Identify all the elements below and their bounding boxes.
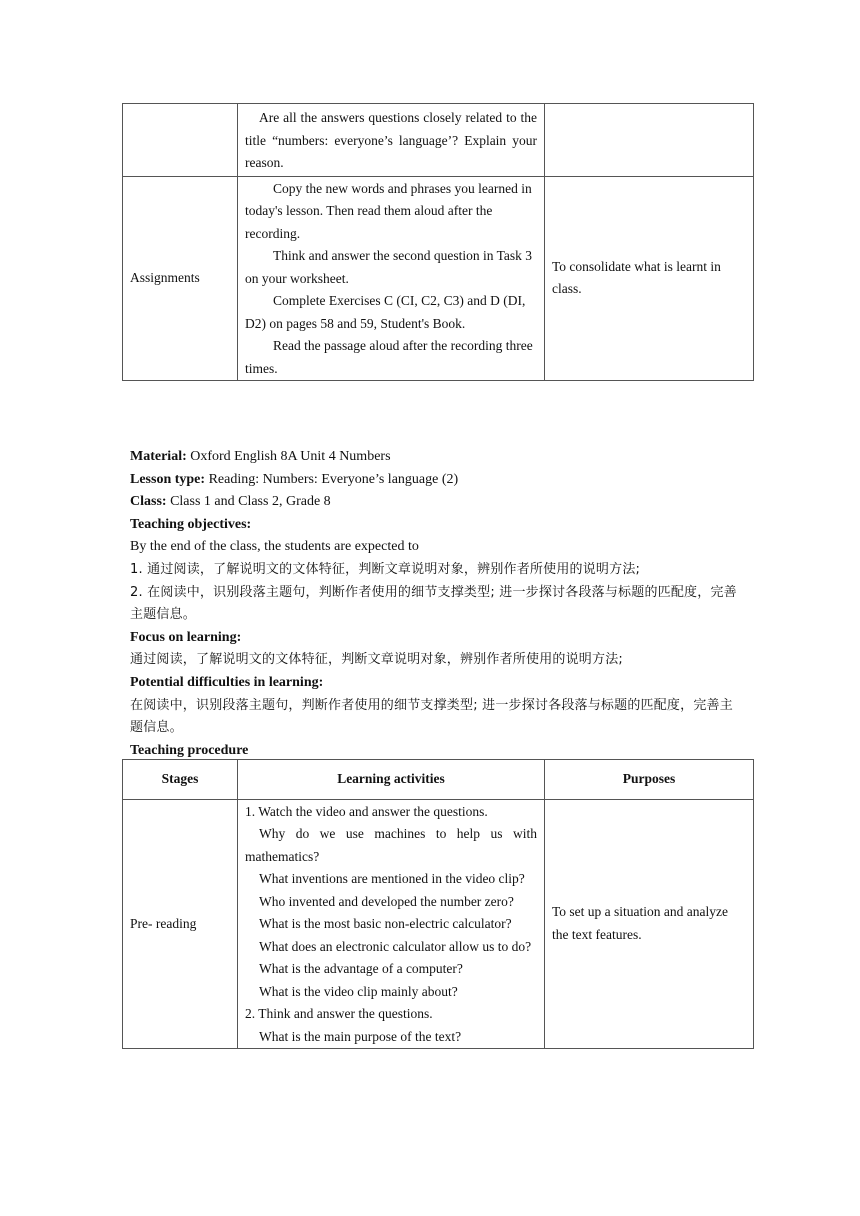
activity-text: 1. Watch the video and answer the questions. — [245, 803, 488, 819]
material-label: Material: — [130, 449, 187, 464]
stage-cell: Pre- reading — [123, 799, 238, 1049]
activity-text: Read the passage aloud after the recording three times. — [245, 338, 533, 376]
assignments-table — [122, 103, 754, 381]
activity-cell — [238, 799, 545, 1049]
focus-text: 通过阅读，了解说明文的文体特征，判断文章说明对象，辨别作者所使用的说明方法; — [130, 652, 623, 668]
lesson-info — [130, 446, 740, 762]
difficulties-text: 在阅读中，识别段落主题句，判断作者使用的细节支撑类型; 进一步探讨各段落与标题的匹配度，完善主题信息。 — [130, 697, 733, 736]
activity-text: Think and answer the second question in Task 3 on your worksheet. — [245, 248, 533, 286]
activity-text: What is the video clip mainly about? — [259, 983, 458, 999]
material-value: Oxford English 8A Unit 4 Numbers — [186, 449, 391, 464]
activity-text: Are all the answers questions closely related to the title “numbers: everyone’s language’? Explain your reason. — [245, 110, 537, 170]
lesson-type-label: Lesson type: — [130, 471, 206, 487]
table-row — [123, 799, 754, 1049]
objectives-intro: By the end of the class, the students are expected to — [130, 539, 419, 555]
material-line — [130, 446, 740, 469]
header-learning-activities: Learning activities — [238, 760, 545, 800]
activity-text: What is the main purpose of the text? — [259, 1028, 462, 1044]
purpose-cell: To consolidate what is learnt in class. — [545, 176, 754, 381]
activity-text: What is the most basic non-electric calculator? — [259, 916, 512, 931]
activity-text: Complete Exercises C (CI, C2, C3) and D (DI, D2) on pages 58 and 59, Student's Book. — [245, 293, 526, 331]
activity-cell — [238, 176, 545, 381]
lesson-type-value: Reading: Numbers: Everyone’s language (2) — [205, 471, 459, 487]
activity-text: What does an electronic calculator allow us to do? — [259, 938, 532, 954]
header-stages: Stages — [123, 760, 238, 800]
objectives-heading: Teaching objectives: — [130, 516, 252, 532]
activity-text: What is the advantage of a computer? — [259, 961, 463, 976]
activity-text: Copy the new words and phrases you learned in today's lesson. Then read them aloud after the recording. — [245, 180, 532, 241]
class-value: Class 1 and Class 2, Grade 8 — [166, 494, 331, 510]
class-line — [130, 491, 740, 514]
activity-text: Who invented and developed the number zero? — [259, 893, 514, 909]
purpose-cell — [545, 104, 754, 177]
activity-text: What inventions are mentioned in the video clip? — [259, 871, 525, 886]
stage-cell — [123, 104, 238, 177]
activity-text: Why do we use machines to help us with mathematics? — [245, 826, 537, 864]
objective-1: 1. 通过阅读，了解说明文的文体特征，判断文章说明对象，辨别作者所使用的说明方法; — [130, 561, 641, 577]
difficulties-heading: Potential difficulties in learning: — [130, 674, 324, 690]
activity-cell — [238, 104, 545, 177]
focus-heading: Focus on learning: — [130, 629, 242, 645]
activity-text: 2. Think and answer the questions. — [245, 1006, 433, 1021]
header-purposes: Purposes — [545, 760, 754, 800]
procedure-heading: Teaching procedure — [130, 742, 249, 758]
class-label: Class: — [130, 494, 167, 510]
purpose-cell: To set up a situation and analyze the text features. — [545, 799, 754, 1049]
procedure-table — [122, 759, 754, 1049]
table-header-row — [123, 760, 754, 800]
stage-cell: Assignments — [123, 176, 238, 381]
lesson-type-line — [130, 469, 740, 492]
objective-2: 2. 在阅读中，识别段落主题句，判断作者使用的细节支撑类型; 进一步探讨各段落与标题的匹配度，完善主题信息。 — [130, 584, 737, 623]
table-row — [123, 176, 754, 381]
table-row — [123, 104, 754, 177]
